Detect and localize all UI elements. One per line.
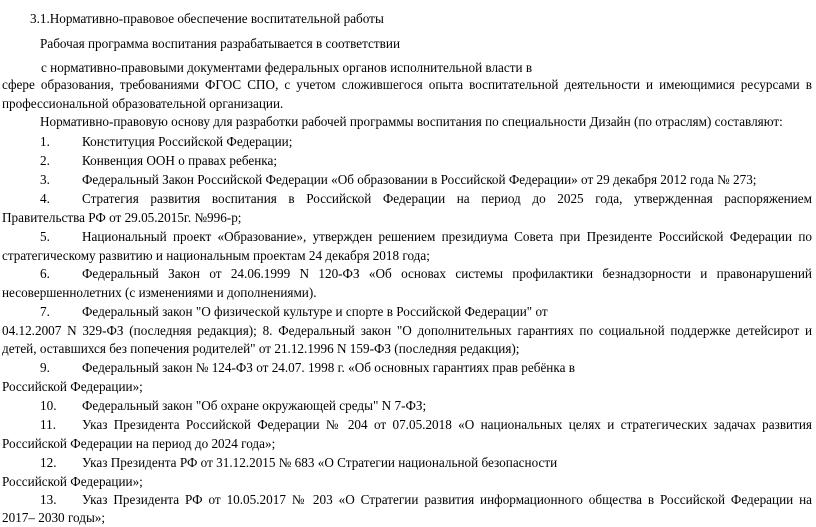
list-item: Конституция Российской Федерации;	[82, 134, 293, 149]
item-number: 7.	[40, 304, 50, 319]
basis-line: Нормативно-правовую основу для разработки рабочей программы воспитания по специальности Дизайн (по отраслям) составляют:	[40, 114, 783, 129]
list-item-continuation: детей, оставшихся без попечения родителей" от 21.12.1996 N 159-ФЗ (последняя редакция);	[2, 341, 520, 356]
list-item: Стратегия развития воспитания в Российской Федерации на период до 2025 года, утвержденная распоряжением	[82, 191, 812, 206]
item-number: 5.	[40, 229, 50, 244]
list-item-continuation: Российской Федерации на период до 2024 года»;	[2, 436, 276, 451]
list-item: Национальный проект «Образование», утвержден решением президиума Совета при Президенте Российской Федерации по	[82, 229, 812, 244]
item-number: 13.	[40, 492, 57, 507]
item-number: 9.	[40, 360, 50, 375]
item-number: 11.	[40, 417, 56, 432]
list-item-continuation: стратегическому развитию и национальным проектам 24 декабря 2018 года;	[2, 248, 430, 263]
list-item-continuation: Российской Федерации»;	[2, 379, 143, 394]
list-item-continuation: несовершеннолетних (с изменениями и дополнениями).	[2, 285, 317, 300]
list-item: Указ Президента Российской Федерации № 204 от 07.05.2018 «О национальных целях и стратегических задачах развития	[82, 417, 812, 432]
intro-line-3: сфере образования, требованиями ФГОС СПО, с учетом сложившегося опыта воспитательной деятельности и имеющимися ресурсами в	[2, 77, 812, 92]
list-item: Конвенция ООН о правах ребенка;	[82, 153, 278, 168]
list-item: Указ Президента РФ от 31.12.2015 № 683 «О Стратегии национальной безопасности	[82, 455, 558, 470]
item-number: 6.	[40, 266, 50, 281]
intro-line-1: Рабочая программа воспитания разрабатывается в соответствии	[40, 36, 401, 51]
list-item: Федеральный Закон Российской Федерации «Об образовании в Российской Федерации» от 29 декабря 2012 года № 273;	[82, 172, 757, 187]
list-item: Указ Президента РФ от 10.05.2017 № 203 «О Стратегии развития информационного общества в Российской Федерации на	[82, 492, 812, 507]
item-number: 3.	[40, 172, 50, 187]
list-item: Федеральный закон № 124-ФЗ от 24.07. 1998 г. «Об основных гарантиях прав ребёнка в	[82, 360, 575, 375]
list-item-continuation: Правительства РФ от 29.05.2015г. №996-р;	[2, 210, 242, 225]
list-item: Федеральный Закон от 24.06.1999 N 120-ФЗ «Об основах системы профилактики безнадзорности и правонарушений	[82, 266, 812, 281]
list-item-continuation: 04.12.2007 N 329-ФЗ (последняя редакция); 8. Федеральный закон "О дополнительных гарантиях по социальной поддержке детейсирот и	[2, 323, 812, 338]
item-number: 4.	[40, 191, 50, 206]
list-item: Федеральный закон "О физической культуре и спорте в Российской Федерации" от	[82, 304, 548, 319]
list-item: Федеральный закон "Об охране окружающей среды" N 7-ФЗ;	[82, 398, 427, 413]
item-number: 1.	[40, 134, 50, 149]
item-number: 12.	[40, 455, 57, 470]
intro-line-2: с нормативно-правовыми документами федеральных органов исполнительной власти в	[41, 60, 533, 75]
list-item-continuation: 2017– 2030 годы»;	[2, 510, 106, 525]
intro-line-4: профессиональной образовательной организации.	[2, 96, 284, 111]
list-item-continuation: Российской Федерации»;	[2, 474, 143, 489]
section-heading: 3.1.Нормативно-правовое обеспечение воспитательной работы	[30, 11, 384, 26]
item-number: 2.	[40, 153, 50, 168]
item-number: 10.	[40, 398, 57, 413]
